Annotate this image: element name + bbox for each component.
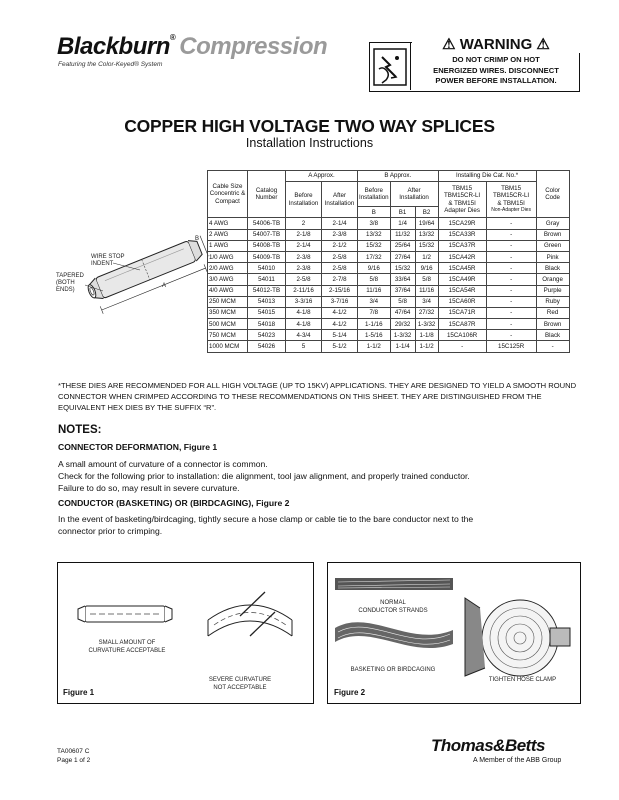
deformation-text [58, 458, 588, 494]
table-cell: 1/0 AWG [208, 251, 248, 262]
table-cell: Brown [536, 229, 569, 240]
table-cell: - [486, 218, 536, 229]
table-cell: 17/32 [358, 251, 391, 262]
table-row [208, 218, 570, 229]
label-line: TAPERED [56, 273, 84, 279]
table-cell: 3-7/16 [322, 296, 358, 307]
table-cell: 54023 [248, 330, 286, 341]
table-cell: Black [536, 330, 569, 341]
table-cell: 25/64 [390, 240, 415, 251]
warning-label: WARNING [459, 36, 533, 53]
table-cell: 29/32 [390, 319, 415, 330]
thomas-betts-logo: Thomas&Betts [431, 736, 545, 755]
table-cell: Red [536, 307, 569, 318]
table-row [208, 307, 570, 318]
table-cell: 500 MCM [208, 319, 248, 330]
col-b-after: After Installation [390, 182, 438, 207]
col-b1: B1 [390, 207, 415, 218]
page-subtitle: Installation Instructions [245, 136, 374, 150]
label-line: NORMAL [380, 600, 406, 606]
table-cell: - [486, 274, 536, 285]
col-die: Installing Die Cat. No.* [438, 171, 536, 182]
table-row [208, 285, 570, 296]
table-cell: 13/32 [415, 229, 438, 240]
tapered-label [56, 273, 84, 294]
table-cell: 54015 [248, 307, 286, 318]
table-row [208, 330, 570, 341]
table-cell: 1000 MCM [208, 341, 248, 352]
warning-title [412, 35, 580, 53]
wire-stop-label [91, 254, 125, 268]
table-cell: 2-5/8 [286, 274, 322, 285]
paragraph-line: connector prior to crimping. [58, 526, 163, 536]
table-row [208, 251, 570, 262]
label-line: SMALL AMOUNT OF [98, 640, 156, 646]
table-cell: 4-3/4 [286, 330, 322, 341]
label-line: CONDUCTOR STRANDS [358, 607, 428, 614]
table-cell: - [486, 319, 536, 330]
table-cell: Gray [536, 218, 569, 229]
table-cell: 9/16 [415, 263, 438, 274]
basketing-text [58, 513, 588, 537]
table-cell: 2 AWG [208, 229, 248, 240]
table-cell: Orange [536, 274, 569, 285]
basketing-label: BASKETING OR BIRDCAGING [350, 667, 436, 673]
table-cell: 15/32 [415, 240, 438, 251]
table-cell: 15CA87R [438, 319, 486, 330]
table-cell: 15CA106R [438, 330, 486, 341]
col-a-approx: A Approx. [286, 171, 358, 182]
table-cell: 54012-TB [248, 285, 286, 296]
table-cell: 750 MCM [208, 330, 248, 341]
table-cell: 5-1/4 [322, 330, 358, 341]
spec-table-body [208, 218, 570, 352]
table-cell: 3/4 [415, 296, 438, 307]
table-cell: 15CA45R [438, 263, 486, 274]
table-cell: - [486, 296, 536, 307]
table-row [208, 229, 570, 240]
table-cell: 33/64 [390, 274, 415, 285]
table-cell: 1-1/4 [390, 341, 415, 352]
spec-table [207, 170, 570, 353]
label-line: (BOTH [56, 280, 75, 286]
table-cell: 54018 [248, 319, 286, 330]
table-cell: - [486, 307, 536, 318]
table-cell: 1-3/32 [415, 319, 438, 330]
warning-triangle-icon: ⚠ [442, 36, 456, 53]
table-cell: 15CA42R [438, 251, 486, 262]
table-cell: 54026 [248, 341, 286, 352]
table-cell: 27/32 [415, 307, 438, 318]
table-cell: 3/0 AWG [208, 274, 248, 285]
notes-heading: NOTES: [58, 424, 102, 436]
dimension-b-label: B [195, 236, 200, 242]
table-cell: 4-1/2 [322, 307, 358, 318]
table-cell: - [486, 285, 536, 296]
table-cell: 2-7/8 [322, 274, 358, 285]
table-cell: 2-1/4 [286, 240, 322, 251]
col-b-before: Before Installation [358, 182, 391, 207]
table-cell: 54010 [248, 263, 286, 274]
table-cell: 1-1/2 [358, 341, 391, 352]
table-cell: 350 MCM [208, 307, 248, 318]
table-cell: 2-5/8 [322, 251, 358, 262]
warning-triangle-icon: ⚠ [536, 36, 550, 53]
label-line: INDENT [91, 261, 114, 267]
table-cell: Black [536, 263, 569, 274]
table-row [208, 274, 570, 285]
document-code [57, 747, 90, 765]
table-cell: 1-1/2 [415, 341, 438, 352]
table-cell: 54013 [248, 296, 286, 307]
table-cell: 15/32 [358, 240, 391, 251]
table-cell: 5 [286, 341, 322, 352]
table-cell: 2-3/8 [322, 229, 358, 240]
table-cell: 15CA37R [438, 240, 486, 251]
table-cell: - [438, 341, 486, 352]
table-cell: 54009-TB [248, 251, 286, 262]
table-cell: 4-1/8 [286, 307, 322, 318]
table-cell: 5/8 [415, 274, 438, 285]
paragraph-line: Failure to do so, may result in severe curvature. [58, 483, 240, 493]
table-cell: 13/32 [358, 229, 391, 240]
dimension-a-label: A [162, 283, 167, 289]
dies-footnote: *THESE DIES ARE RECOMMENDED FOR ALL HIGH VOLTAGE (UP TO 15KV) APPLICATIONS. THEY ARE DESIGNED TO YIELD A SMOOTH ROUND CONNECTOR WHEN CRIMPED ACCORDING TO THESE RECOMMENDATIONS ON THIS SHEET. THEY ARE DISTINGUISHED FROM THE EQUIVALENT HEX DIES BY THE SUFFIX “R”. [58, 381, 577, 412]
table-cell: Green [536, 240, 569, 251]
deformation-heading: CONNECTOR DEFORMATION, Figure 1 [58, 442, 218, 452]
severe-curvature-label [185, 677, 295, 692]
table-cell: 3/8 [358, 218, 391, 229]
table-cell: 15CA29R [438, 218, 486, 229]
paragraph-line: Check for the following prior to installation: die alignment, tool jaw alignment, and properly trained conductor. [58, 471, 470, 481]
col-a-before: Before Installation [286, 182, 322, 218]
col-b: B [358, 207, 391, 218]
table-cell: 1-1/8 [415, 330, 438, 341]
col-color: Color Code [536, 171, 569, 218]
col-catalog: Catalog Number [248, 171, 286, 218]
table-row [208, 263, 570, 274]
table-cell: Purple [536, 285, 569, 296]
blackburn-logo [57, 33, 327, 61]
table-cell: - [536, 341, 569, 352]
table-cell: 15CA54R [438, 285, 486, 296]
table-cell: 4/0 AWG [208, 285, 248, 296]
paragraph-line: A small amount of curvature of a connector is common. [58, 459, 268, 469]
table-cell: 2-15/16 [322, 285, 358, 296]
table-cell: 15CA33R [438, 229, 486, 240]
table-cell: 11/16 [358, 285, 391, 296]
abb-member-text: A Member of the ABB Group [473, 757, 562, 764]
table-cell: 1-1/16 [358, 319, 391, 330]
table-cell: 3-3/16 [286, 296, 322, 307]
brand-sub: Compression [179, 33, 328, 60]
table-cell: 2-1/4 [322, 218, 358, 229]
table-cell: 2-1/2 [322, 240, 358, 251]
table-cell: 9/16 [358, 263, 391, 274]
figure-1-caption: Figure 1 [63, 688, 95, 697]
table-cell: Pink [536, 251, 569, 262]
col-b-approx: B Approx. [358, 171, 439, 182]
label-line: WIRE STOP [91, 254, 125, 260]
table-cell: 5/8 [358, 274, 391, 285]
page-title: COPPER HIGH VOLTAGE TWO WAY SPLICES [124, 116, 495, 136]
table-cell: 1/2 [415, 251, 438, 262]
table-cell: - [486, 229, 536, 240]
table-cell: 15C125R [486, 341, 536, 352]
table-cell: 1-3/32 [390, 330, 415, 341]
table-cell: 2 [286, 218, 322, 229]
label-line: NOT ACCEPTABLE [213, 684, 267, 691]
table-cell: 27/64 [390, 251, 415, 262]
warning-line: DO NOT CRIMP ON HOT [452, 55, 540, 64]
table-row [208, 240, 570, 251]
table-cell: 37/64 [390, 285, 415, 296]
table-cell: 47/64 [390, 307, 415, 318]
table-cell: 15/32 [390, 263, 415, 274]
label-line: SEVERE CURVATURE [208, 677, 272, 683]
warning-line: ENERGIZED WIRES. DISCONNECT [433, 65, 559, 75]
table-cell: 3/4 [358, 296, 391, 307]
warning-line: POWER BEFORE INSTALLATION. [435, 76, 557, 85]
paragraph-line: In the event of basketing/birdcaging, tightly secure a hose clamp or cable tie to the bare conductor next to the [58, 514, 474, 524]
table-cell: - [486, 330, 536, 341]
col-b2: B2 [415, 207, 438, 218]
table-cell: 4-1/8 [286, 319, 322, 330]
table-cell: 54008-TB [248, 240, 286, 251]
code-line: TA00607 C [57, 748, 90, 755]
table-cell: 15CA71R [438, 307, 486, 318]
small-curvature-label [72, 640, 182, 655]
table-cell: 7/8 [358, 307, 391, 318]
table-cell: - [486, 240, 536, 251]
table-cell: 54007-TB [248, 229, 286, 240]
table-row [208, 319, 570, 330]
hose-clamp-label: TIGHTEN HOSE CLAMP [488, 677, 557, 683]
table-cell: 5-1/2 [322, 341, 358, 352]
table-cell: Brown [536, 319, 569, 330]
table-cell: 15CA60R [438, 296, 486, 307]
table-cell: 5/8 [390, 296, 415, 307]
table-row [208, 296, 570, 307]
table-cell: 11/32 [390, 229, 415, 240]
col-tbm-adapter: TBM15 TBM15CR-LI & TBM15I Adapter Dies [438, 182, 486, 218]
table-cell: 1 AWG [208, 240, 248, 251]
table-cell: 54006-TB [248, 218, 286, 229]
warning-text [412, 55, 580, 87]
basketing-heading: CONDUCTOR (BASKETING) OR (BIRDCAGING), Figure 2 [58, 498, 290, 508]
table-cell: 54011 [248, 274, 286, 285]
table-cell: 4-1/2 [322, 319, 358, 330]
featuring-text: Featuring the Color-Keyed® System [58, 61, 163, 68]
registered-mark: ® [169, 33, 176, 42]
table-cell: 250 MCM [208, 296, 248, 307]
page-number: Page 1 of 2 [57, 757, 91, 764]
normal-strands-label [338, 600, 448, 615]
figure-2-caption: Figure 2 [334, 688, 366, 697]
label-line: ENDS) [56, 287, 75, 293]
table-cell: 2-11/16 [286, 285, 322, 296]
table-cell: 11/16 [415, 285, 438, 296]
table-row [208, 341, 570, 352]
label-line: CURVATURE ACCEPTABLE [88, 647, 166, 654]
col-cable-size: Cable Size Concentric & Compact [208, 171, 248, 218]
table-cell: - [486, 251, 536, 262]
table-cell: 1/4 [390, 218, 415, 229]
table-cell: 2-3/8 [286, 251, 322, 262]
table-cell: 15CA49R [438, 274, 486, 285]
table-cell: - [486, 263, 536, 274]
table-cell: 4 AWG [208, 218, 248, 229]
col-a-after: After Installation [322, 182, 358, 218]
birdcaging-illustration [330, 568, 578, 678]
table-cell: Ruby [536, 296, 569, 307]
col-tbm-nonadapter: TBM15 TBM15CR-LI & TBM15I Non-Adapter Dies [486, 182, 536, 218]
electric-hazard-icon [370, 43, 411, 90]
table-cell: 2-5/8 [322, 263, 358, 274]
table-cell: 1-5/16 [358, 330, 391, 341]
table-cell: 2/0 AWG [208, 263, 248, 274]
table-cell: 19/64 [415, 218, 438, 229]
table-cell: 2-3/8 [286, 263, 322, 274]
brand-main: Blackburn [57, 33, 170, 60]
table-cell: 2-1/8 [286, 229, 322, 240]
